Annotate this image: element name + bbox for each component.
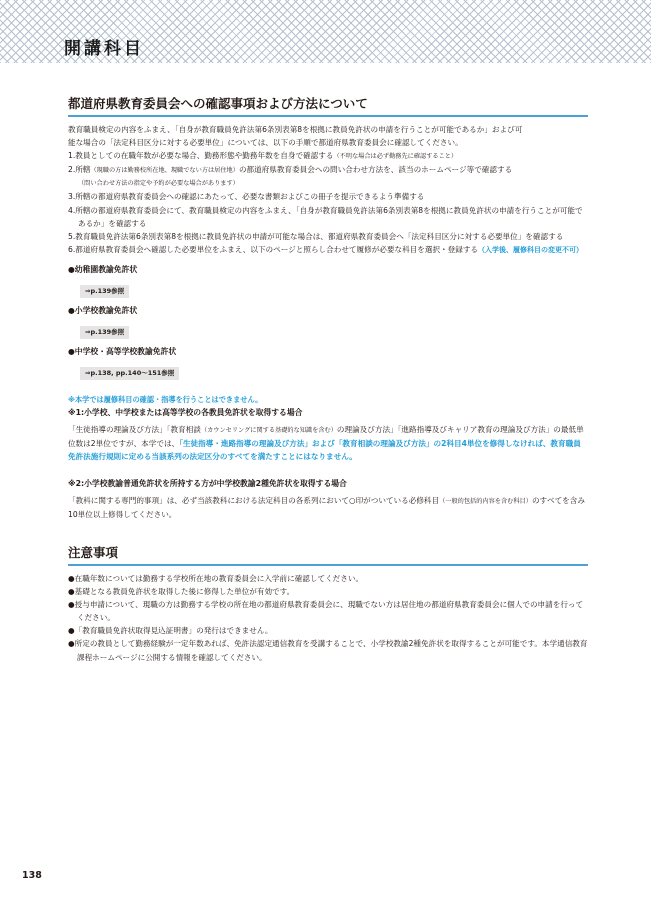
note1-text: 「生徒指導の理論及び方法」「教育相談（カウンセリングに関する基礎的な知識を含む）の理論及び方法」「進路指導及びキャリア教育の理論及び方法」の最低単位数は2単位ですが、本学では、「生徒指導・進路指導の理論及び方法」および「教育相談の理論及び方法」の2科目4単位を修得しなければ、教育職員免許法施行規則に定める当該系列の法定区分のすべてを満たすことにはなりません。 xyxy=(68,425,584,462)
note2-heading: ※2:小学校教諭普通免許状を所持する方が中学校教諭2種免許状を取得する場合 xyxy=(68,479,347,488)
step-5: 5.教育職員免許法第6条別表第8を根拠に教員免許状の申請が可能な場合は、都道府県教育委員会へ「法定科目区分に対する必要単位」を確認する xyxy=(68,231,564,241)
step-6: 6.都道府県教育委員会へ確認した必要単位をふまえ、以下のページと照らし合わせて履修が必要な科目を選択・登録する（入学後、履修科目の変更不可） xyxy=(68,244,584,254)
step-4: 4.所轄の都道府県教育委員会にて、教育職員検定の内容をふまえ、「自身が教育職員免許法第6条別表第8を根拠に教員免許状の申請を行うことが可能であるか」を確認する xyxy=(68,205,583,228)
note2-text: 「教科に関する専門的事項」は、必ず当該教科における法定科目の各系列において○印がついている必修科目（一般的包括的内容を含む科目）のすべてを含み10単位以上修得してください。 xyxy=(68,496,585,520)
confirm-section xyxy=(68,94,588,406)
license-kindergarten: ●幼稚園教諭免許状 xyxy=(68,264,138,274)
step-3: 3.所轄の都道府県教育委員会への確認にあたって、必要な書類およびこの冊子を提示できるよう準備する xyxy=(68,192,425,202)
caution-item: ●「教育職員免許状取得見込証明書」の発行はできません。 xyxy=(68,626,273,636)
license-kindergarten-ref: ⇒p.139参照 xyxy=(80,285,129,298)
caution-title: 注意事項 xyxy=(68,543,588,566)
note2-section xyxy=(68,478,588,521)
step-2-note: （問い合わせ方法の指定や予約が必要な場合があります） xyxy=(78,180,239,188)
license-list xyxy=(68,263,588,380)
caution-item: ●在職年数については勤務する学校所在地の教育委員会に入学前に確認してください。 xyxy=(68,574,364,583)
caution-section xyxy=(68,543,588,664)
page-title: 開講科目 xyxy=(64,39,144,59)
guidance-notice: ※本学では履修科目の確認・指導を行うことはできません。 xyxy=(68,394,263,404)
license-elementary: ●小学校教諭免許状 xyxy=(68,305,138,315)
note1-section xyxy=(68,407,588,463)
confirm-section-title: 都道府県教育委員会への確認事項および方法について xyxy=(68,94,588,117)
note1-heading: ※1:小学校、中学校または高等学校の各教員免許状を取得する場合 xyxy=(68,408,303,417)
intro-line-1: 教育職員検定の内容をふまえ、「自身が教育職員免許法第6条別表第8を根拠に教員免許状の申請を行うことが可能であるか」および可 xyxy=(68,125,523,134)
license-elementary-ref: ⇒p.139参照 xyxy=(80,326,129,339)
license-secondary-ref: ⇒p.138, pp.140～151参照 xyxy=(80,367,179,380)
intro-line-2: 能な場合の「法定科目区分に対する必要単位」については、以下の手順で都道府県教育委員会に確認してください。 xyxy=(68,138,463,148)
step-2: 2.所轄（現職の方は勤務校所在地、現職でない方は居住地）の都道府県教育委員会への問い合わせ方法を、該当のホームページ等で確認する xyxy=(68,165,513,175)
caution-item: ●授与申請について、現職の方は勤務する学校の所在地の都道府県教育委員会に、現職でない方は居住地の都道府県教育委員会に個人での申請を行ってください。 xyxy=(68,600,584,623)
caution-item: ●基礎となる教員免許状を取得した後に修得した単位が有効です。 xyxy=(68,587,295,597)
page-number: 138 xyxy=(22,870,42,881)
caution-item: ●所定の教員として勤務経験が一定年数あれば、免許法認定通信教育を受講することで、小学校教諭2種免許状を取得することが可能です。本学通信教育課程ホームページに公開する情報を確認してください。 xyxy=(68,639,588,662)
step-1: 1.教員としての在職年数が必要な場合、勤務形態や勤務年数を自身で確認する（不明な場合は必ず勤務先に確認すること） xyxy=(68,151,458,161)
license-secondary: ●中学校・高等学校教諭免許状 xyxy=(68,346,177,356)
